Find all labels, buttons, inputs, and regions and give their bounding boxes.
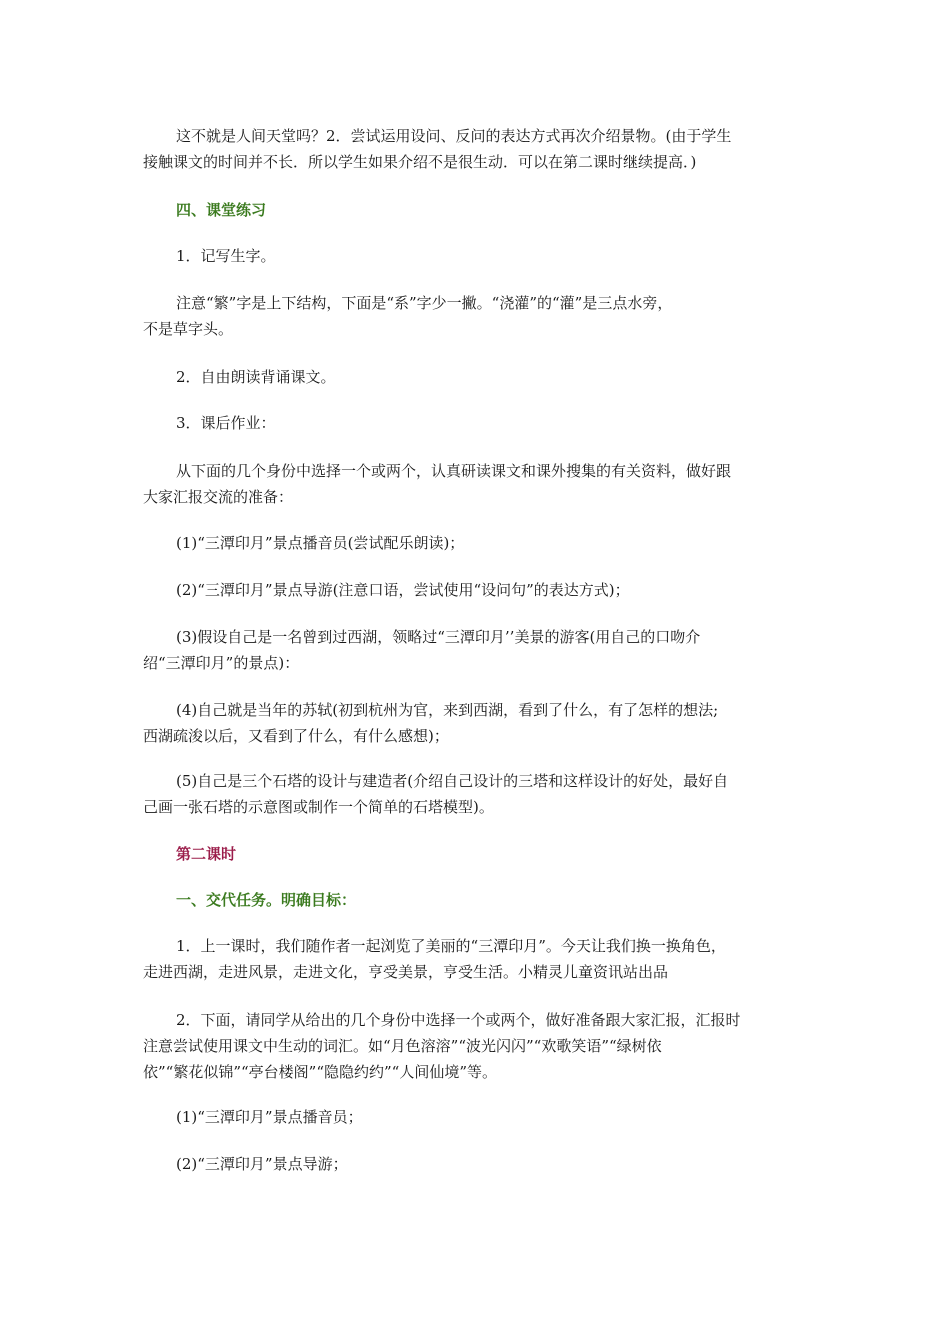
paragraph-note xyxy=(143,290,808,342)
text-line: (5)自己是三个石塔的设计与建造者(介绍自己设计的三塔和这样设计的好处，最好自 xyxy=(176,772,729,790)
text-line: 注意尝试使用课文中生动的词汇。如“月色溶溶”“波光闪闪”“欢歌笑语”“绿树依 xyxy=(143,1037,662,1055)
list-item-2: (2)“三潭印月”景点导游(注意口语，尝试使用“设问句”的表达方式)； xyxy=(176,581,630,599)
paragraph-task-1 xyxy=(143,933,808,985)
text-line: 2．下面，请同学从给出的几个身份中选择一个或两个，做好准备跟大家汇报，汇报时 xyxy=(176,1011,741,1029)
paragraph-task-2 xyxy=(143,1007,808,1085)
list-item-announcer: (1)“三潭印月”景点播音员； xyxy=(176,1108,363,1126)
text-line: 不是草字头。 xyxy=(143,320,234,338)
list-item-4 xyxy=(143,697,808,749)
text-line: 1．上一课时，我们随作者一起浏览了美丽的“三潭印月”。今天让我们换一换角色， xyxy=(176,937,726,955)
text-line: 走进西湖，走进风景，走进文化，亨受美景，亨受生活。小精灵儿童资讯站出品 xyxy=(143,963,669,981)
text-line: 大家汇报交流的准备： xyxy=(143,488,294,506)
list-item-5 xyxy=(143,768,808,820)
paragraph-item-1: 1．记写生字。 xyxy=(176,247,276,265)
text-line: 西湖疏浚以后，又看到了什么，有什么感想)； xyxy=(143,727,449,745)
text-line: (3)假设自己是一名曾到过西湖，领略过“三潭印月’’美景的游客(用自己的口吻介 xyxy=(176,628,701,646)
text-line: 依”“繁花似锦”“亭台楼阁”“隐隐约约”“人间仙境”等。 xyxy=(143,1063,498,1081)
text-line: 接触课文的时间并不长．所以学生如果介绍不是很生动．可以在第二课时继续提高．) xyxy=(143,153,697,171)
text-line: 注意“繁”字是上下结构，下面是“系”字少一撇。“浇灌”的“灌”是三点水旁， xyxy=(176,294,673,312)
text-line: 从下面的几个身份中选择一个或两个，认真研读课文和课外搜集的有关资料，做好跟 xyxy=(176,462,732,480)
section-heading-task: 一、交代任务。明确目标： xyxy=(176,891,357,909)
section-heading-practice: 四、课堂练习 xyxy=(176,201,267,219)
list-item-1: (1)“三潭印月”景点播音员(尝试配乐朗读)； xyxy=(176,534,465,552)
list-item-guide: (2)“三潭印月”景点导游； xyxy=(176,1155,348,1173)
list-item-3 xyxy=(143,624,808,676)
text-line: 这不就是人间天堂吗？2．尝试运用设问、反问的表达方式再次介绍景物。(由于学生 xyxy=(176,127,732,145)
paragraph-homework xyxy=(143,458,808,510)
paragraph-intro xyxy=(143,123,808,175)
paragraph-item-3: 3．课后作业： xyxy=(176,414,276,432)
text-line: 绍“三潭印月”的景点)： xyxy=(143,654,300,672)
lesson-heading-second: 第二课时 xyxy=(176,845,237,863)
paragraph-item-2: 2．自由朗读背诵课文。 xyxy=(176,368,336,386)
text-line: (4)自己就是当年的苏轼(初到杭州为官，来到西湖，看到了什么，有了怎样的想法; xyxy=(176,701,719,719)
text-line: 己画一张石塔的示意图或制作一个简单的石塔模型)。 xyxy=(143,798,494,816)
